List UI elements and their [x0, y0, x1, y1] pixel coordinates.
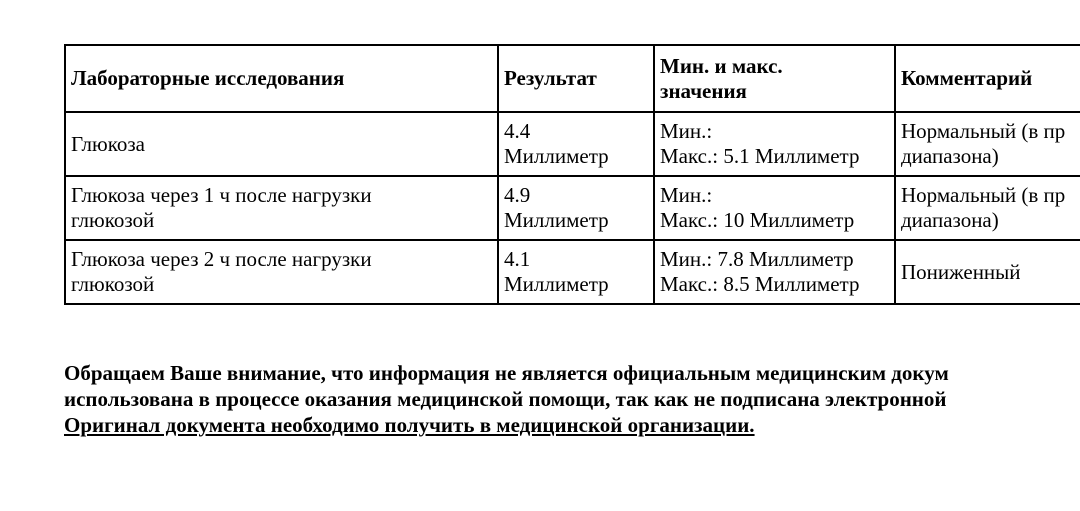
- cell-range: [654, 112, 895, 176]
- table-header-row: [65, 45, 1080, 112]
- header-result: Результат: [498, 45, 654, 112]
- cell-range-max: Макс.: 10 Миллиметр: [660, 208, 855, 232]
- notice-line-1: Обращаем Ваше внимание, что информация не является официальным медицинским докум: [64, 361, 949, 385]
- table-row: [65, 112, 1080, 176]
- cell-comment: [895, 176, 1080, 240]
- header-lab-tests: Лабораторные исследования: [65, 45, 498, 112]
- cell-comment-line-1: Нормальный (в пр: [901, 119, 1066, 143]
- cell-range-min: Мин.: 7.8 Миллиметр: [660, 247, 854, 271]
- cell-comment-line-1: Нормальный (в пр: [901, 183, 1066, 207]
- cell-comment-line-2: диапазона): [901, 208, 999, 232]
- cell-test-line-2: глюкозой: [71, 208, 155, 232]
- cell-test-line-1: Глюкоза через 1 ч после нагрузки: [71, 183, 372, 207]
- notice-line-2: использована в процессе оказания медицинской помощи, так как не подписана электронной: [64, 387, 947, 411]
- table-row: [65, 176, 1080, 240]
- cell-test-line-1: Глюкоза через 2 ч после нагрузки: [71, 247, 372, 271]
- cell-test: [65, 176, 498, 240]
- cell-test: [65, 112, 498, 176]
- cell-result-unit: Миллиметр: [504, 272, 609, 296]
- cell-range-max: Макс.: 5.1 Миллиметр: [660, 144, 860, 168]
- cell-test-line-2: глюкозой: [71, 272, 155, 296]
- cell-result-unit: Миллиметр: [504, 208, 609, 232]
- header-min-max-line-1: Мин. и макс.: [660, 53, 783, 78]
- header-min-max: [654, 45, 895, 112]
- header-min-max-line-2: значения: [660, 78, 747, 103]
- cell-result-value: 4.9: [504, 183, 531, 207]
- cell-result-value: 4.4: [504, 119, 531, 143]
- cell-comment: [895, 240, 1080, 304]
- header-comment: Комментарий: [895, 45, 1080, 112]
- disclaimer-notice: [64, 360, 1080, 438]
- cell-range-min: Мин.:: [660, 183, 713, 207]
- cell-result: [498, 176, 654, 240]
- cell-range: [654, 240, 895, 304]
- cell-test-line: Глюкоза: [71, 131, 145, 156]
- cell-comment-line-1: Пониженный: [901, 259, 1021, 284]
- cell-range-max: Макс.: 8.5 Миллиметр: [660, 272, 860, 296]
- cell-range: [654, 176, 895, 240]
- notice-line-3: Оригинал документа необходимо получить в медицинской организации.: [64, 413, 755, 437]
- cell-result: [498, 112, 654, 176]
- cell-result-unit: Миллиметр: [504, 144, 609, 168]
- cell-comment: [895, 112, 1080, 176]
- lab-results-table: [64, 44, 1080, 305]
- cell-comment-line-2: диапазона): [901, 144, 999, 168]
- table-row: [65, 240, 1080, 304]
- cell-range-min: Мин.:: [660, 119, 713, 143]
- cell-test: [65, 240, 498, 304]
- cell-result: [498, 240, 654, 304]
- cell-result-value: 4.1: [504, 247, 531, 271]
